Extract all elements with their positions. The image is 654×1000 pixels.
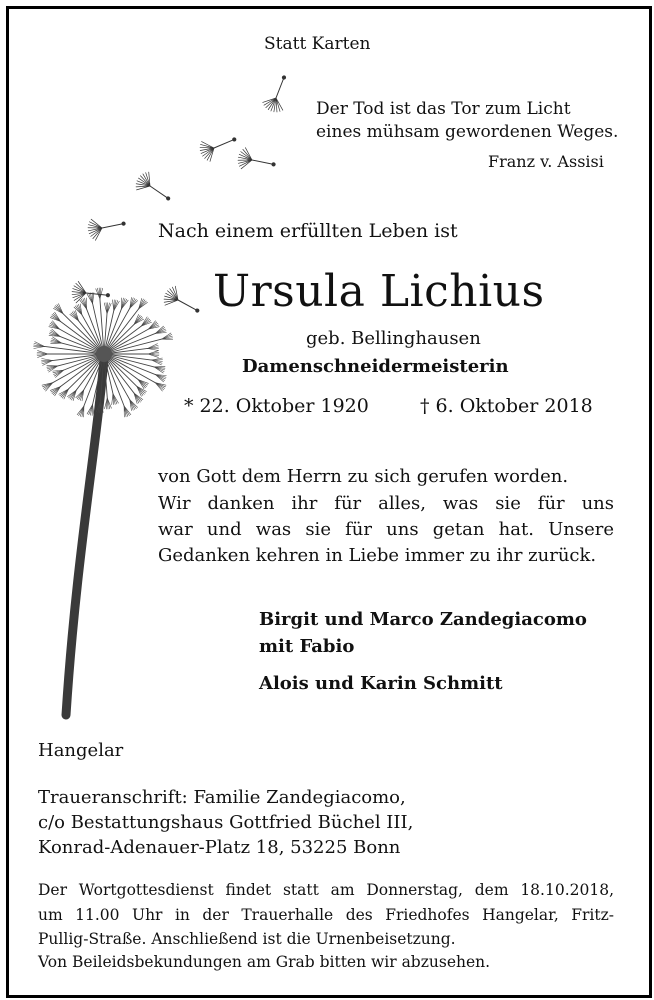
service-line-2: um 11.00 Uhr in der Trauerhalle des Friedhofes Hangelar, Fritz- <box>38 906 614 924</box>
mourner-family-1-child: mit Fabio <box>259 636 355 657</box>
address-line-3: Konrad-Adenauer-Platz 18, 53225 Bonn <box>38 837 401 858</box>
address-line-1: Traueranschrift: Familie Zandegiacomo, <box>38 787 406 808</box>
body-line-4: Gedanken kehren in Liebe immer zu ihr zurück. <box>158 545 597 566</box>
service-line-1: Der Wortgottesdienst findet statt am Donnerstag, dem 18.10.2018, <box>38 881 614 899</box>
address-line-2: c/o Bestattungshaus Gottfried Büchel III, <box>38 812 414 833</box>
quote-line-2: eines mühsam gewordenen Weges. <box>316 122 619 142</box>
profession: Damenschneidermeisterin <box>242 356 509 377</box>
body-line-1: von Gott dem Herrn zu sich gerufen worden. <box>158 466 569 487</box>
service-line-4: Von Beileidsbekundungen am Grab bitten wir abzusehen. <box>38 953 491 971</box>
mourner-family-1: Birgit und Marco Zandegiacomo <box>259 609 587 630</box>
intro-text: Nach einem erfüllten Leben ist <box>158 220 458 242</box>
service-line-3: Pullig-Straße. Anschließend ist die Urnenbeisetzung. <box>38 930 456 948</box>
body-line-3: war und was sie für uns getan hat. Unsere <box>158 519 614 540</box>
birth-name: geb. Bellinghausen <box>306 328 481 349</box>
quote-line-1: Der Tod ist das Tor zum Licht <box>316 99 571 119</box>
body-line-2: Wir danken ihr für alles, was sie für uns <box>158 493 614 514</box>
deceased-name: Ursula Lichius <box>213 266 545 317</box>
place-label: Hangelar <box>38 740 124 761</box>
birth-date: * 22. Oktober 1920 <box>184 395 369 417</box>
quote-author: Franz v. Assisi <box>488 152 604 171</box>
statt-karten-label: Statt Karten <box>264 34 371 54</box>
death-date: † 6. Oktober 2018 <box>420 395 593 417</box>
mourner-family-2: Alois und Karin Schmitt <box>259 673 503 694</box>
